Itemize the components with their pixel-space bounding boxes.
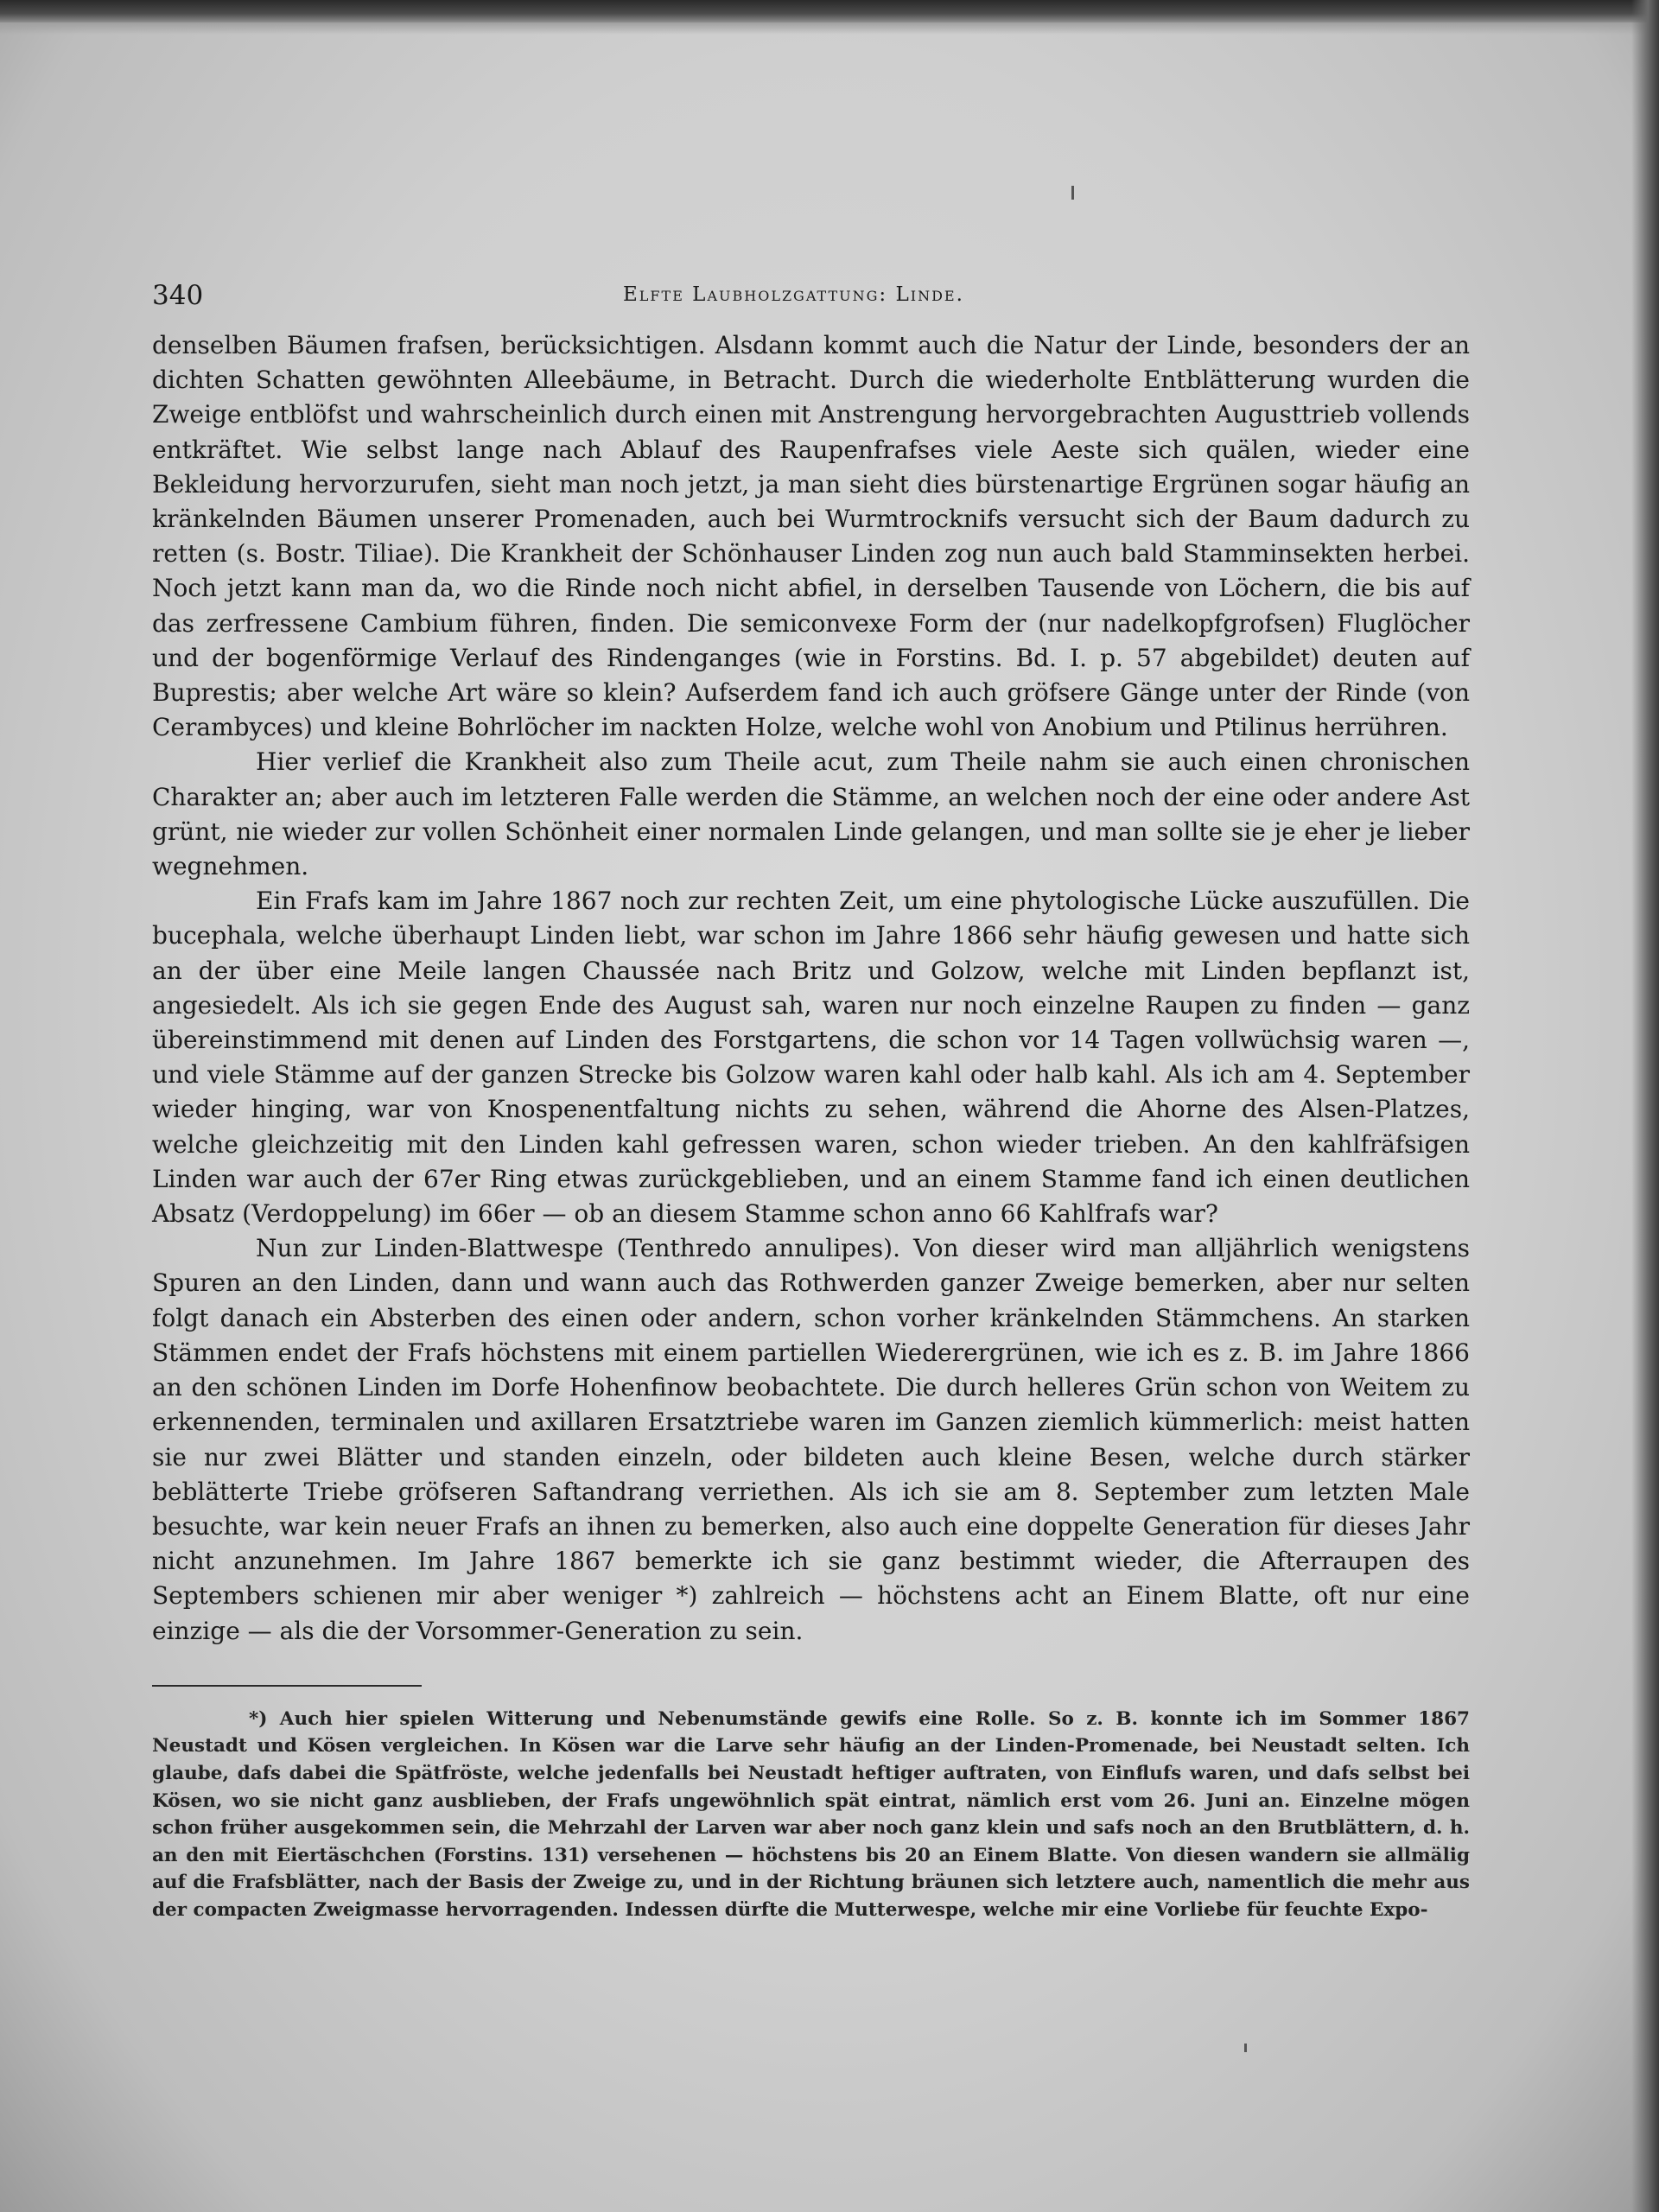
footnote-separator [152,1685,422,1687]
footnote: *) Auch hier spielen Witterung und Nebenumstände gewifs eine Rolle. So z. B. konnte ich im Sommer 1867 Neustadt und Kösen vergleichen. In Kösen war die Larve sehr häufig an der Linden-Promenade, bei Neustadt selten. Ich glaube, dafs dabei die Spätfröste, welche jedenfalls bei Neustadt heftiger auftraten, von Einflufs waren, und dafs selbst bei Kösen, wo sie nicht ganz ausblieben, der Frafs ungewöhnlich spät eintrat, nämlich erst vom 26. Juni an. Einzelne mögen schon früher ausgekommen sein, die Mehrzahl der Larven war aber noch ganz klein und safs noch an den Brutblättern, d. h. an den mit Eiertäschchen (Forstins. 131) versehenen — höchstens bis 20 an Einem Blatte. Von diesen wandern sie allmälig auf die Frafsblätter, nach der Basis der Zweige zu, und in der Richtung bräunen sich letztere auch, namentlich die mehr aus der compacten Zweigmasse hervorragenden. Indessen dürfte die Mutterwespe, welche mir eine Vorliebe für feuchte Expo- [152,1707,1470,1921]
paragraph: Ein Frafs kam im Jahre 1867 noch zur rechten Zeit, um eine phytologische Lücke auszufüllen. Die bucephala, welche überhaupt Linden liebt, war schon im Jahre 1866 sehr häufig gewesen und hatte sich an der über eine Meile langen Chaussée nach Britz und Golzow, welche mit Linden bepflanzt ist, angesiedelt. Als ich sie gegen Ende des August sah, waren nur noch einzelne Raupen zu finden — ganz übereinstimmend mit denen auf Linden des Forstgartens, die schon vor 14 Tagen vollwüchsig waren —, und viele Stämme auf der ganzen Strecke bis Golzow waren kahl oder halb kahl. Als ich am 4. September wieder hinging, war von Knospenentfaltung nichts zu sehen, während die Ahorne des Alsen-Platzes, welche gleichzeitig mit den Linden kahl gefressen waren, schon wieder trieben. An den kahlfräfsigen Linden war auch der 67er Ring etwas zurückgeblieben, und an einem Stamme fand ich einen deutlichen Absatz (Verdoppelung) im 66er — ob an diesem Stamme schon anno 66 Kahlfrafs war? [152,887,1470,1229]
scan-right-edge [1631,0,1659,2212]
page-number: 340 [152,280,204,311]
running-head [152,275,1470,315]
scan-top-edge [0,0,1659,22]
scan-speck [1244,2044,1247,2052]
scan-top-shadow [0,22,1659,35]
scan-speck [1071,186,1074,200]
body-text [152,328,1470,1649]
header-title: Elfte Laubholzgattung: Linde. [623,283,964,306]
paragraph: Nun zur Linden-Blattwespe (Tenthredo annulipes). Von dieser wird man alljährlich wenigstens Spuren an den Linden, dann und wann auch das Rothwerden ganzer Zweige bemerken, aber nur selten folgt danach ein Absterben des einen oder andern, schon vorher kränkelnden Stämmchens. An starken Stämmen endet der Frafs höchstens mit einem partiellen Wiederergrünen, wie ich es z. B. im Jahre 1866 an den schönen Linden im Dorfe Hohenfinow beobachtete. Die durch helleres Grün schon von Weitem zu erkennenden, terminalen und axillaren Ersatztriebe waren im Ganzen ziemlich kümmerlich: meist hatten sie nur zwei Blätter und standen einzeln, oder bildeten auch kleine Besen, welche durch stärker beblätterte Triebe gröfseren Saftandrang verriethen. Als ich sie am 8. September zum letzten Male besuchte, war kein neuer Frafs an ihnen zu bemerken, also auch eine doppelte Generation für dieses Jahr nicht anzunehmen. Im Jahre 1867 bemerkte ich sie ganz bestimmt wieder, die Afterraupen des Septembers schienen mir aber weniger *) zahlreich — höchstens acht an Einem Blatte, oft nur eine einzige — als die der Vorsommer-Generation zu sein. [152,1234,1470,1645]
paragraph: Hier verlief die Krankheit also zum Theile acut, zum Theile nahm sie auch einen chronischen Charakter an; aber auch im letzteren Falle werden die Stämme, an welchen noch der eine oder andere Ast grünt, nie wieder zur vollen Schönheit einer normalen Linde gelangen, und man sollte sie je eher je lieber wegnehmen. [152,747,1470,881]
paragraph: denselben Bäumen frafsen, berücksichtigen. Alsdann kommt auch die Natur der Linde, besonders der an dichten Schatten gewöhnten Alleebäume, in Betracht. Durch die wiederholte Entblätterung wurden die Zweige entblöfst und wahrscheinlich durch einen mit Anstrengung hervorgebrachten Augusttrieb vollends entkräftet. Wie selbst lange nach Ablauf des Raupenfrafses viele Aeste sich quälen, wieder eine Bekleidung hervorzurufen, sieht man noch jetzt, ja man sieht dies bürstenartige Ergrünen sogar häufig an kränkelnden Bäumen unserer Promenaden, auch bei Wurmtrocknifs versucht sich der Baum dadurch zu retten (s. Bostr. Tiliae). Die Krankheit der Schönhauser Linden zog nun auch bald Stamminsekten herbei. Noch jetzt kann man da, wo die Rinde noch nicht abfiel, in derselben Tausende von Löchern, die bis auf das zerfressene Cambium führen, finden. Die semiconvexe Form der (nur nadelkopfgrofsen) Fluglöcher und der bogenförmige Verlauf des Rindenganges (wie in Forstins. Bd. I. p. 57 abgebildet) deuten auf Buprestis; aber welche Art wäre so klein? Aufserdem fand ich auch gröfsere Gänge unter der Rinde (von Cerambyces) und kleine Bohrlöcher im nackten Holze, welche wohl von Anobium und Ptilinus herrühren. [152,331,1470,742]
page-content [152,275,1470,1923]
